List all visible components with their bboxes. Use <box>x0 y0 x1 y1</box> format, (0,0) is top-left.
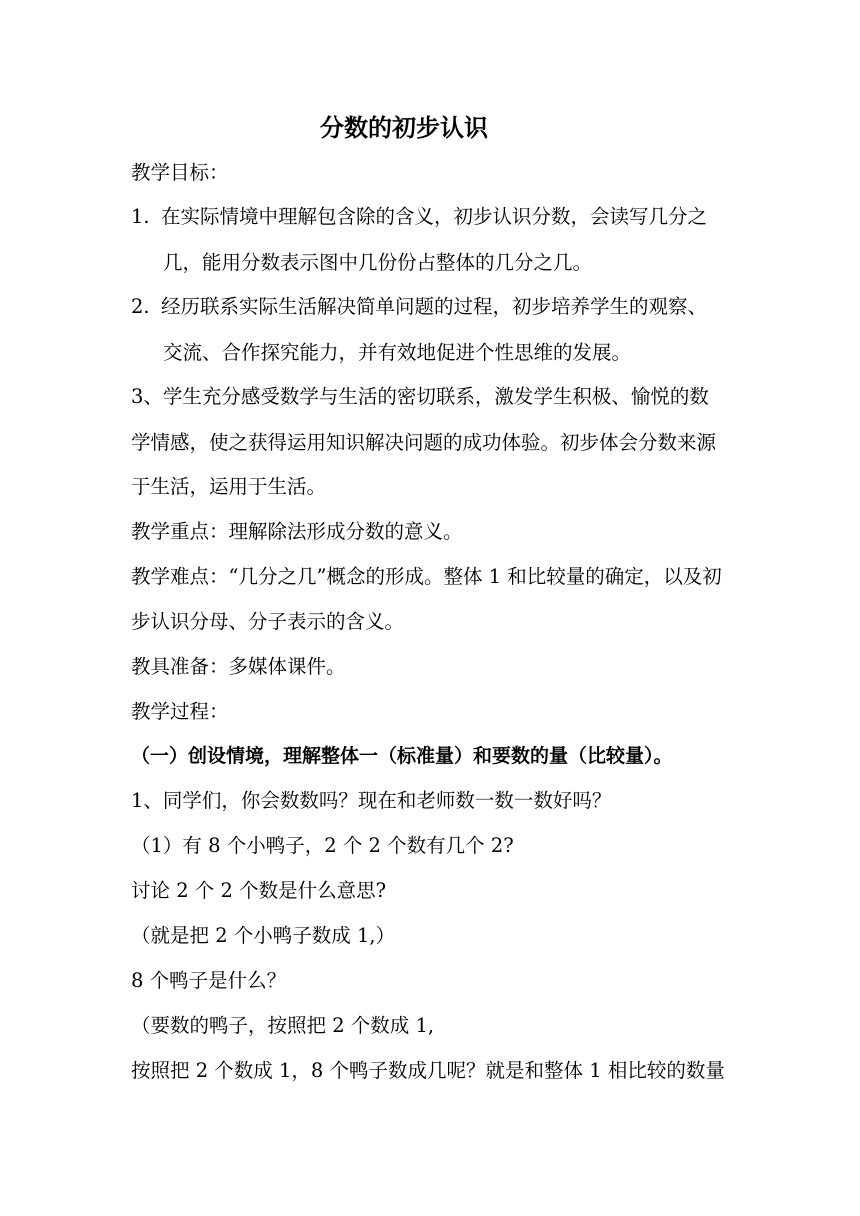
body-line-5: 8 个鸭子是什么？ <box>131 969 287 992</box>
objective-2-line-2: 交流、合作探究能力，并有效地促进个性思维的发展。 <box>163 341 632 364</box>
key-point: 教学重点：理解除法形成分数的意义。 <box>131 520 463 543</box>
objective-1-number: 1. <box>131 205 150 228</box>
materials: 教具准备：多媒体课件。 <box>131 655 346 678</box>
difficulty-line-2: 步认识分母、分子表示的含义。 <box>131 610 405 633</box>
body-line-4: （就是把 2 个小鸭子数成 1,） <box>131 924 396 947</box>
body-line-2: （1）有 8 个小鸭子，2 个 2 个数有几个 2? <box>131 834 514 857</box>
objective-3-line-2: 学情感，使之获得运用知识解决问题的成功体验。初步体会分数来源 <box>131 431 717 454</box>
objectives-heading: 教学目标： <box>131 161 229 184</box>
body-line-3: 讨论 2 个 2 个数是什么意思? <box>131 879 387 902</box>
process-heading: 教学过程： <box>131 700 229 723</box>
document-title: 分数的初步认识 <box>320 114 488 142</box>
section-1-heading: （一）创设情境，理解整体一（标准量）和要数的量（比较量）。 <box>131 745 673 767</box>
objective-1-line-1 <box>131 202 707 232</box>
objective-2-number: 2. <box>131 295 150 318</box>
body-line-7: 按照把 2 个数成 1，8 个鸭子数成几呢？就是和整体 1 相比较的数量 <box>131 1059 725 1082</box>
objective-2-text: 经历联系实际生活解决简单问题的过程，初步培养学生的观察、 <box>161 295 708 318</box>
difficulty-line-1: 教学难点：“几分之几”概念的形成。整体 1 和比较量的确定，以及初 <box>131 565 722 588</box>
objective-3-line-1: 3、学生充分感受数学与生活的密切联系，激发学生积极、愉悦的数 <box>131 385 709 408</box>
body-line-6: （要数的鸭子，按照把 2 个数成 1, <box>131 1014 435 1037</box>
objective-1-line-2: 几，能用分数表示图中几份份占整体的几分之几。 <box>163 251 593 274</box>
objective-2-line-1 <box>131 292 707 322</box>
objective-1-text: 在实际情境中理解包含除的含义，初步认识分数，会读写几分之 <box>161 205 708 228</box>
body-line-1: 1、同学们，你会数数吗？现在和老师数一数一数好吗？ <box>131 789 612 812</box>
objective-3-line-3: 于生活，运用于生活。 <box>131 475 327 498</box>
